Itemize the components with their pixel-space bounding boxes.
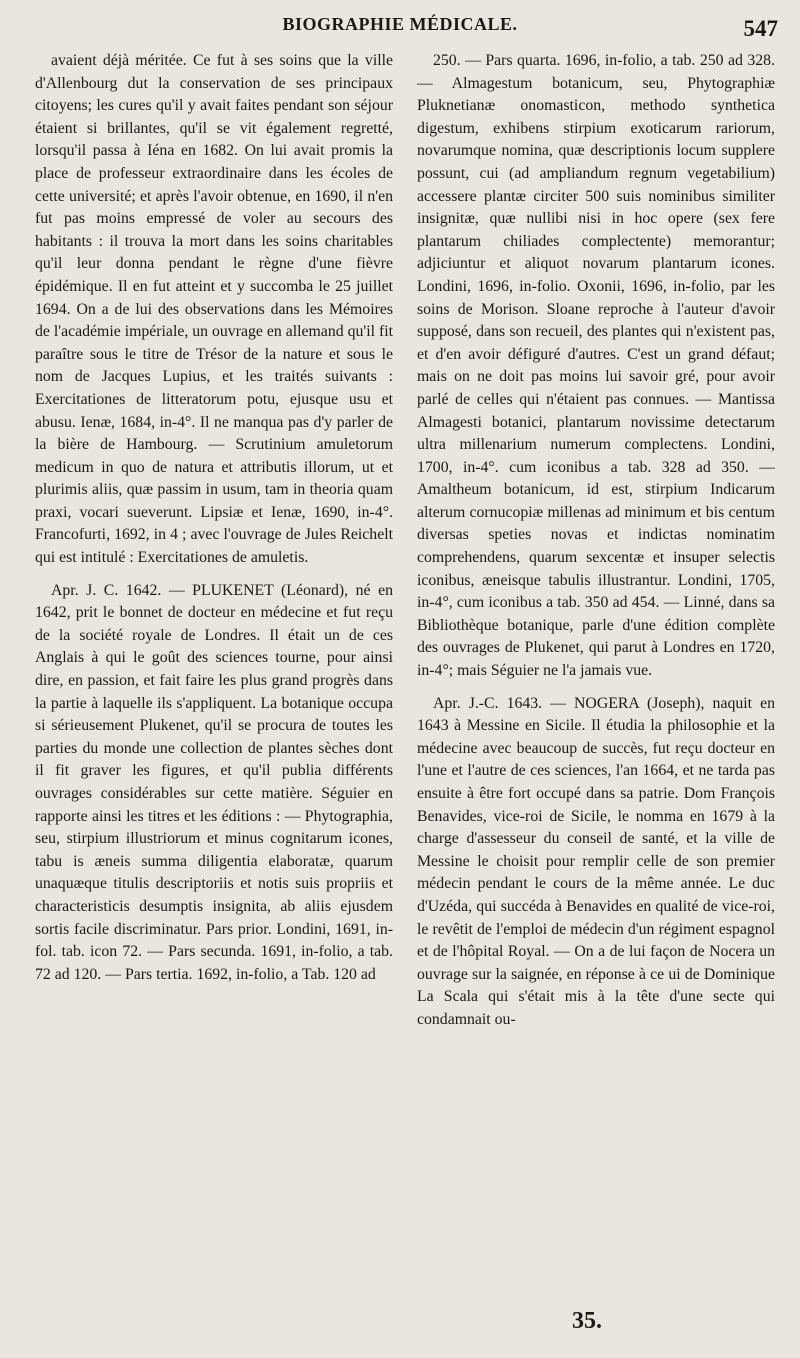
right-column (417, 50, 775, 1310)
left-column (35, 50, 393, 1310)
running-head: BIOGRAPHIE MÉDICALE. (282, 14, 518, 34)
page-number: 547 (743, 16, 778, 41)
paragraph-juncker-continued: avaient déjà méritée. Ce fut à ses soins que la ville d'Allenbourg dut la conservation de ses principaux citoyens; les cures qu'il y avait faites pendant son séjour étaient si brillantes, qu'il se vit également regretté, lorsqu'il passa à Iéna en 1682. On lui avait promis la place de professeur extraordinaire dans les écoles de cette université; et après l'avoir obtenue, en 1690, il n'en fut pas moins empressé de voler au secours des habitants : il trouva la mort dans les soins charitables qu'il leur donna pendant le règne d'une fièvre épidémique. Il en fut atteint et y succomba le 25 juillet 1694. On a de lui des observations dans les Mémoires de l'académie impériale, un ouvrage en allemand qu'il fit paraître sous le titre de Trésor de la nature et sous le nom de Jacques Lupius, et les traités suivants : Exercitationes de litteratorum potu, ejusque usu et abusu. Ienæ, 1684, in-4°. Il ne manqua pas d'y parler de la bière de Hambourg. — Scrutinium amuletorum medicum in quo de natura et attributis illorum, ut et plurimis aliis, quæ passim in usum, tam in theoria quam praxi, vocari sueverunt. Lipsiæ et Ienæ, 1690, in-4°. Francofurti, 1692, in 4 ; avec l'ouvrage de Jules Reichelt qui est intitulé : Exercitationes de amuletis. (35, 52, 393, 567)
paragraph-nogera: Apr. J.-C. 1643. — NOGERA (Joseph), naquit en 1643 à Messine en Sicile. Il étudia la philosophie et la médecine avec beaucoup de succès, fut reçu docteur en l'une et l'autre de ces sciences, l'an 1664, et ne tarda pas ensuite à être fort occupé dans sa patrie. Dom François Benavides, vice-roi de Sicile, le nomma en 1679 à la charge d'assesseur du conseil de santé, et la ville de Messine le choisit pour remplir celle de son premier médecin pendant le cours de la même année. Le duc d'Uzéda, qui succéda à Benavides en qualité de vice-roi, le revêtit de l'emploi de médecin d'un régiment espagnol et de l'hôpital Royal. — On a de lui façon de Nocera un ouvrage sur la saignée, en réponse à ce ui de Dominique La Scala qui s'était mis à la tête d'une secte qui condamnait ou- (417, 694, 775, 1028)
signature-mark: 35. (572, 1308, 602, 1334)
paragraph-plukenet: Apr. J. C. 1642. — PLUKENET (Léonard), né en 1642, prit le bonnet de docteur en médecine et fut reçu de la société royale de Londres. Il était un de ces Anglais à qui le goût des sciences tourne, pour ainsi dire, en passion, et fait faire les plus grand progrès dans la partie à laquelle ils s'appliquent. La botanique occupa si sérieusement Plukenet, qu'il se procura de toutes les parties du monde une collection de plantes sèches dont il fit graver les figures, et qu'il publia différents ouvrages considérables sur cette matière. Séguier en rapporte ainsi les titres et les éditions : — Phytographia, seu, stirpium illustriorum et minus cognitarum icones, tabu is æneis summa diligentia elaboratæ, quarum unaquæque titulis descriptoriis et notis suis propriis et characteristicis desumptis insignita, ab aliis ejusdem sortis facile discriminatur. Pars prior. Londini, 1691, in-fol. tab. icon 72. — Pars secunda. 1691, in-folio, a tab. 72 ad 120. — Pars tertia. 1692, in-folio, a Tab. 120 ad (35, 581, 393, 983)
paragraph-plukenet-continued: 250. — Pars quarta. 1696, in-folio, a tab. 250 ad 328. — Almagestum botanicum, seu, Phytographiæ Pluknetianæ onomasticon, methodo synthetica digestum, exhibens stirpium exoticarum rariorum, novarumque nomina, quæ descriptionis locum supplere possunt, cui (ad ampliandum regnum vegetabilium) accessere plantæ circiter 500 suis nominibus similiter insignitæ, quæ nullibi nisi in hoc opere (sex fere plantarum chiliades complectente) memorantur; adjiciuntur et aliquot novarum plantarum icones. Londini, 1696, in-folio. Oxonii, 1696, in-folio, par les soins de Morison. Sloane reproche à l'auteur d'avoir supposé, dans son recueil, des plantes qui n'existent pas, et d'en avoir défiguré d'autres. C'est un grand défaut; mais on ne doit pas moins lui savoir gré, pour avoir parlé de celles qui n'étaient pas connues. — Mantissa Almagesti botanici, plantarum novissime detectarum ultra millenarium numerum complectens. Londini, 1700, in-4°. cum iconibus a tab. 328 ad 350. — Amaltheum botanicum, id est, stirpium Indicarum alterum cornucopiæ millenas ad minimum et bis centum diversas speties novas et indictas nominatim comprehendens, quarum sexcentæ et insuper selectis iconibus, æneisque tabulis illustrantur. Londini, 1705, in-4°, cum iconibus a tab. 350 ad 454. — Linné, dans sa Bibliothèque botanique, parle d'une édition complète des ouvrages de Plukenet, qui parut à Londres en 1720, in-4°; mais Séguier ne l'a jamais vue. (417, 52, 775, 680)
text-columns (35, 50, 775, 1310)
page-header (0, 14, 800, 42)
